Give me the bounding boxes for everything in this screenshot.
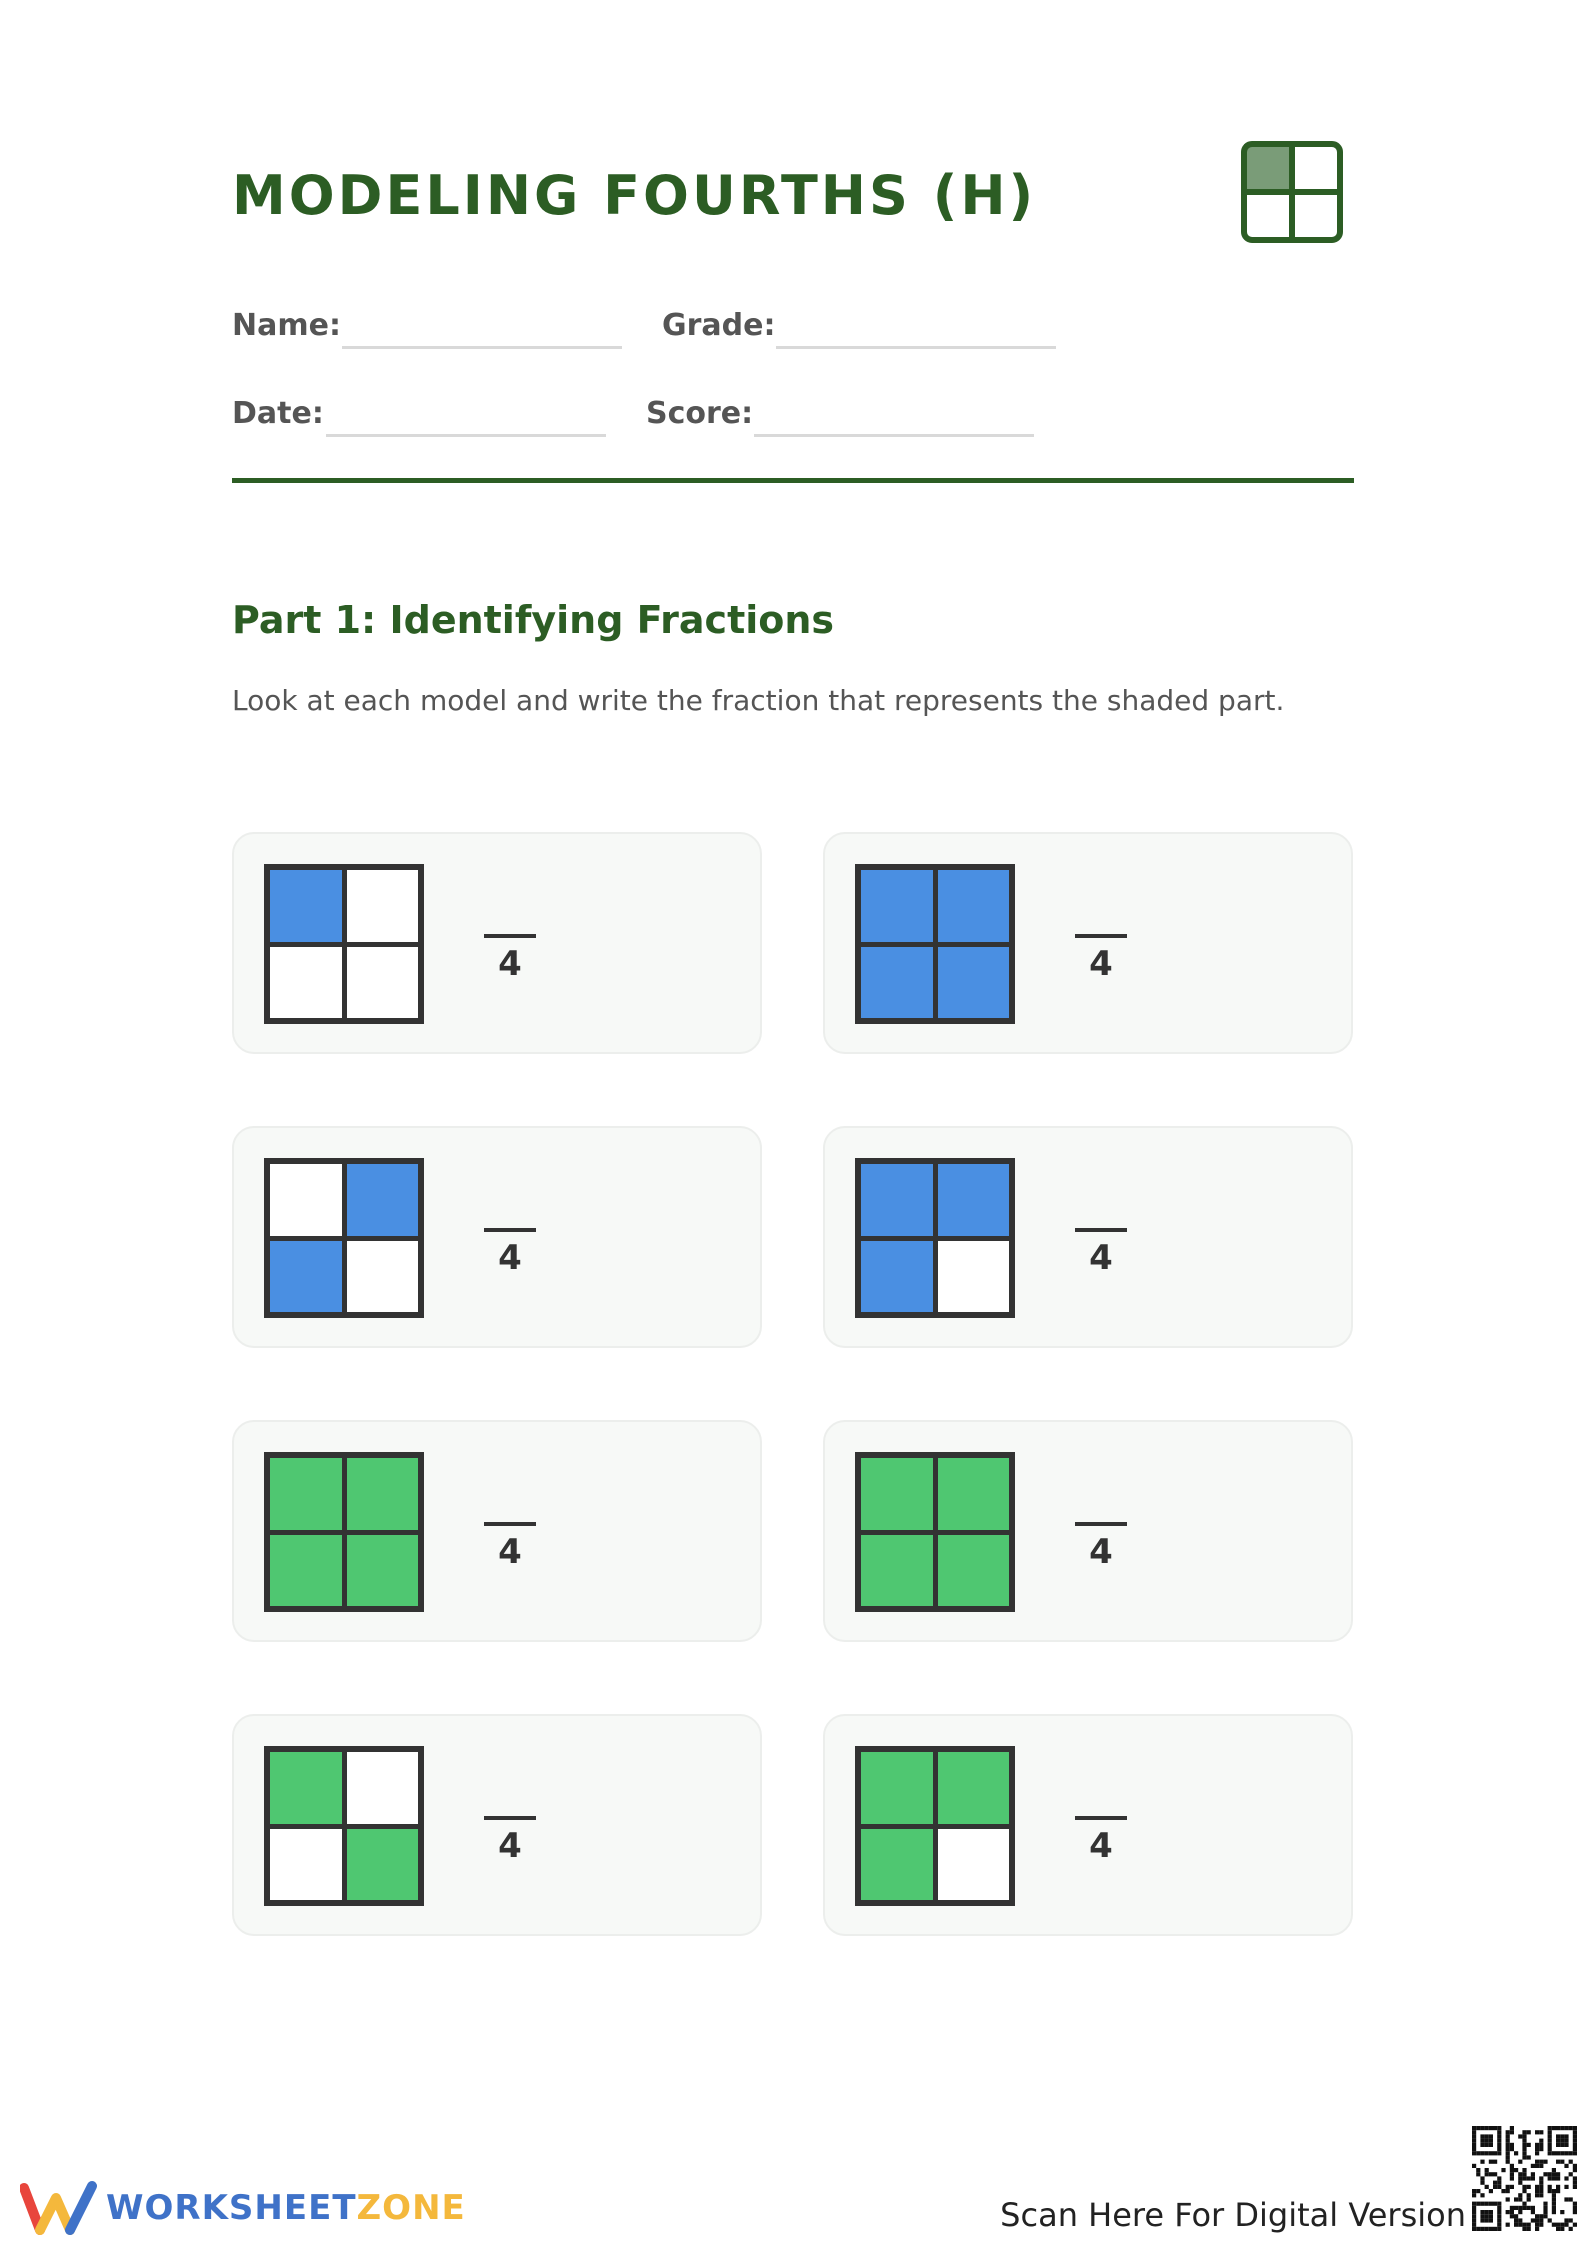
fraction-bar: [1075, 1522, 1127, 1526]
header-divider: [232, 478, 1354, 483]
problem-card: [232, 1714, 762, 1936]
problem-card: [823, 1714, 1353, 1936]
problem-card: [823, 1420, 1353, 1642]
shaded-cell: [938, 1752, 1010, 1824]
unshaded-cell: [938, 1241, 1010, 1313]
fraction-answer[interactable]: [484, 1522, 536, 1572]
worksheetzone-logo-icon: [20, 2180, 98, 2236]
problem-card: [823, 1126, 1353, 1348]
problem-card: [232, 832, 762, 1054]
shaded-cell: [861, 870, 933, 942]
denominator: 4: [1089, 1826, 1113, 1866]
unshaded-cell: [270, 1829, 342, 1901]
shaded-cell: [347, 1458, 419, 1530]
unshaded-cell: [347, 870, 419, 942]
fraction-bar: [1075, 934, 1127, 938]
qr-code-icon[interactable]: [1472, 2124, 1578, 2234]
fraction-model: [264, 1452, 424, 1612]
denominator: 4: [498, 1532, 522, 1572]
fraction-answer[interactable]: [1075, 934, 1127, 984]
fraction-bar: [484, 1228, 536, 1232]
score-field[interactable]: [754, 434, 1034, 437]
shaded-cell: [861, 1458, 933, 1530]
scan-label: Scan Here For Digital Version: [1000, 2196, 1466, 2234]
date-label: Date:: [232, 396, 324, 431]
page-title: MODELING FOURTHS (H): [232, 164, 1037, 227]
date-field[interactable]: [326, 434, 606, 437]
fraction-model: [855, 864, 1015, 1024]
problem-card: [232, 1420, 762, 1642]
shaded-cell: [861, 1164, 933, 1236]
denominator: 4: [498, 944, 522, 984]
denominator: 4: [1089, 944, 1113, 984]
unshaded-cell: [938, 1829, 1010, 1901]
denominator: 4: [498, 1238, 522, 1278]
shaded-cell: [270, 870, 342, 942]
fraction-bar: [1075, 1228, 1127, 1232]
fraction-model: [264, 1158, 424, 1318]
problem-card: [232, 1126, 762, 1348]
shaded-cell: [270, 1458, 342, 1530]
quarter-shaded-square-icon: [1240, 140, 1344, 244]
fraction-bar: [484, 934, 536, 938]
fraction-answer[interactable]: [484, 1816, 536, 1866]
fraction-model: [855, 1158, 1015, 1318]
name-field[interactable]: [342, 346, 622, 349]
score-label: Score:: [646, 396, 754, 431]
shaded-cell: [347, 1164, 419, 1236]
unshaded-cell: [270, 1164, 342, 1236]
fraction-answer[interactable]: [1075, 1522, 1127, 1572]
name-label: Name:: [232, 308, 341, 343]
shaded-cell: [861, 1241, 933, 1313]
shaded-cell: [938, 947, 1010, 1019]
fraction-bar: [1075, 1816, 1127, 1820]
fraction-model: [855, 1452, 1015, 1612]
shaded-cell: [270, 1241, 342, 1313]
shaded-cell: [861, 947, 933, 1019]
unshaded-cell: [347, 1241, 419, 1313]
shaded-cell: [347, 1829, 419, 1901]
unshaded-cell: [347, 947, 419, 1019]
unshaded-cell: [270, 947, 342, 1019]
shaded-cell: [938, 870, 1010, 942]
unshaded-cell: [347, 1752, 419, 1824]
brand-name: WORKSHEETZONE: [106, 2188, 466, 2228]
grade-label: Grade:: [662, 308, 776, 343]
shaded-cell: [861, 1752, 933, 1824]
shaded-cell: [270, 1752, 342, 1824]
section-title: Part 1: Identifying Fractions: [232, 598, 835, 642]
fraction-bar: [484, 1816, 536, 1820]
shaded-cell: [861, 1535, 933, 1607]
fraction-answer[interactable]: [1075, 1816, 1127, 1866]
shaded-cell: [270, 1535, 342, 1607]
denominator: 4: [498, 1826, 522, 1866]
shaded-cell: [347, 1535, 419, 1607]
shaded-cell: [938, 1535, 1010, 1607]
instructions: Look at each model and write the fraction that represents the shaded part.: [232, 684, 1285, 717]
fraction-answer[interactable]: [1075, 1228, 1127, 1278]
brand-footer: [20, 2180, 466, 2236]
shaded-cell: [938, 1164, 1010, 1236]
fraction-answer[interactable]: [484, 1228, 536, 1278]
fraction-model: [264, 1746, 424, 1906]
grade-field[interactable]: [776, 346, 1056, 349]
problem-card: [823, 832, 1353, 1054]
fraction-answer[interactable]: [484, 934, 536, 984]
shaded-cell: [861, 1829, 933, 1901]
fraction-model: [855, 1746, 1015, 1906]
fraction-bar: [484, 1522, 536, 1526]
shaded-cell: [938, 1458, 1010, 1530]
denominator: 4: [1089, 1238, 1113, 1278]
denominator: 4: [1089, 1532, 1113, 1572]
fraction-model: [264, 864, 424, 1024]
